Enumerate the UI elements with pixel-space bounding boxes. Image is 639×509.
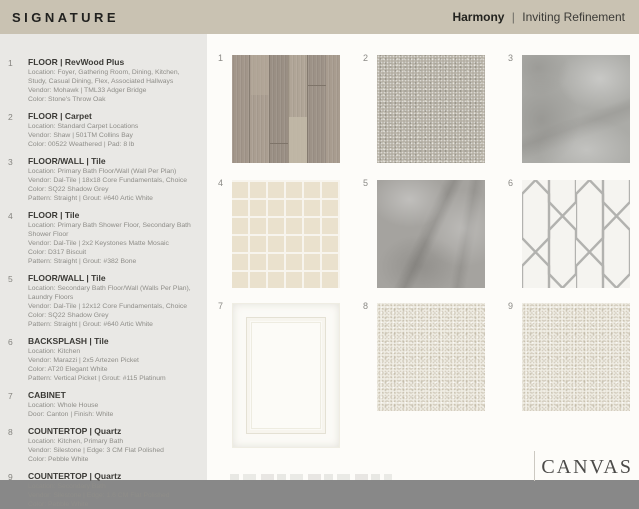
spec-item-title: FLOOR | Carpet: [28, 111, 92, 121]
swatch-number: 4: [218, 178, 224, 188]
header: [0, 0, 639, 34]
spec-item-detail: Pattern: Straight | Grout: #382 Bone: [28, 258, 137, 265]
swatch-group-4: [218, 178, 340, 288]
spec-item-detail: Color: 00522 Weathered | Pad: 8 lb: [28, 141, 135, 148]
swatch-number: 3: [508, 53, 514, 63]
carpet-swatch: [377, 55, 485, 163]
spec-item-number: 2: [8, 112, 13, 122]
cabinet-door-swatch: [232, 303, 340, 448]
collection-name: Harmony: [452, 10, 505, 24]
spec-item-title: FLOOR/WALL | Tile: [28, 273, 106, 283]
swatch-number: 5: [363, 178, 369, 188]
spec-item-floor-tile-shower: [8, 210, 197, 266]
wood-plank-seam: [270, 143, 288, 144]
picket-tile-swatch: [522, 180, 630, 288]
spec-item-countertop-secondary: [8, 471, 197, 509]
swatch-number: 6: [508, 178, 514, 188]
wood-plank-seam: [308, 85, 326, 86]
spec-item-detail: Location: Kitchen, Primary Bath: [28, 438, 124, 445]
spec-item-title: BACKSPLASH | Tile: [28, 336, 109, 346]
spec-item-number: 5: [8, 274, 13, 284]
swatch-group-7: [218, 301, 340, 448]
spec-item-detail: Location: Standard Carpet Locations: [28, 123, 139, 130]
spec-item-detail: Color: Stone's Throw Oak: [28, 96, 106, 103]
spec-item-detail: Color: D317 Biscuit: [28, 249, 87, 256]
spec-item-detail: Pattern: Vertical Picket | Grout: #115 Platinum: [28, 375, 166, 382]
swatch-group-3: [508, 53, 630, 163]
spec-item-detail: Color: AT20 Elegant White: [28, 366, 108, 373]
spec-item-cabinet: [8, 390, 197, 419]
quartz-swatch: [522, 303, 630, 411]
spec-item-backsplash: [8, 336, 197, 383]
spec-item-detail: Location: Secondary Bath Floor/Wall (Walls Per Plan), Laundry Floors: [28, 285, 191, 301]
picket-pattern-graphic: [522, 180, 630, 288]
spec-item-number: 9: [8, 472, 13, 482]
spec-item-detail: Location: Kitchen: [28, 348, 81, 355]
spec-item-floorwall-tile-primary: [8, 156, 197, 203]
spec-item-detail: Location: Primary Bath Shower Floor, Secondary Bath Shower Floor: [28, 222, 191, 238]
swatch-group-2: [363, 53, 485, 163]
spec-item-detail: Vendor: Silestone | Edge: 1.6 CM Flat Polished: [28, 492, 170, 499]
brand-title: SIGNATURE: [12, 9, 120, 25]
spec-item-detail: Vendor: Shaw | 501TM Collins Bay: [28, 132, 133, 139]
spec-item-detail: Location: Secondary Bath: [28, 483, 106, 490]
swatch-panel: [207, 34, 639, 480]
spec-item-number: 6: [8, 337, 13, 347]
spec-item-floor-carpet: [8, 111, 197, 149]
mosaic-tile-swatch: [232, 180, 340, 288]
spec-item-detail: Vendor: Mohawk | TML33 Adger Bridge: [28, 87, 147, 94]
swatch-number: 7: [218, 301, 224, 311]
cabinet-door-frame: [246, 317, 326, 434]
spec-item-detail: Vendor: Dal-Tile | 2x2 Keystones Matte Mosaic: [28, 240, 169, 247]
spec-item-detail: Color: Pebble White: [28, 501, 89, 508]
wood-light-plank: [289, 117, 307, 163]
swatch-number: 2: [363, 53, 369, 63]
swatch-group-6: [508, 178, 630, 288]
swatch-number: 9: [508, 301, 514, 311]
spec-item-number: 8: [8, 427, 13, 437]
spec-item-detail: Door: Canton | Finish: White: [28, 411, 114, 418]
spec-item-detail: Pattern: Straight | Grout: #640 Artic White: [28, 321, 153, 328]
spec-item-title: FLOOR | Tile: [28, 210, 80, 220]
wood-light-plank: [251, 55, 269, 95]
cut-off-footer-text: [230, 474, 392, 480]
spec-sidebar: [0, 34, 207, 508]
cabinet-door-panel: [251, 322, 321, 429]
quartz-swatch: [377, 303, 485, 411]
spec-item-detail: Vendor: Dal-Tile | 18x18 Core Fundamentals, Choice: [28, 177, 188, 184]
swatch-group-8: [363, 301, 485, 411]
spec-item-detail: Color: SQ22 Shadow Grey: [28, 312, 109, 319]
collection-tagline: Inviting Refinement: [522, 10, 625, 24]
grey-tile-swatch: [377, 180, 485, 288]
collection-divider: |: [511, 10, 515, 24]
spec-item-number: 7: [8, 391, 13, 401]
swatch-group-9: [508, 301, 630, 411]
grey-tile-swatch: [522, 55, 630, 163]
wood-plank-swatch: [232, 55, 340, 163]
spec-item-floorwall-tile-secondary: [8, 273, 197, 329]
spec-item-detail: Vendor: Silestone | Edge: 3 CM Flat Polished: [28, 447, 164, 454]
spec-item-detail: Color: SQ22 Shadow Grey: [28, 186, 109, 193]
spec-item-floor-revwood: [8, 57, 197, 104]
swatch-group-5: [363, 178, 485, 288]
swatch-group-1: [218, 53, 340, 163]
spec-item-title: CABINET: [28, 390, 66, 400]
spec-item-detail: Location: Primary Bath Floor/Wall (Wall Per Plan): [28, 168, 177, 175]
swatch-number: 8: [363, 301, 369, 311]
swatch-number: 1: [218, 53, 224, 63]
spec-item-detail: Location: Foyer, Gathering Room, Dining, Kitchen, Study, Casual Dining, Flex, Associated Hallways: [28, 69, 180, 85]
spec-item-detail: Color: Pebble White: [28, 456, 89, 463]
spec-item-detail: Vendor: Marazzi | 2x5 Artezen Picket: [28, 357, 139, 364]
spec-item-number: 1: [8, 58, 13, 68]
canvas-logo: CANVAS: [534, 451, 635, 481]
spec-item-title: COUNTERTOP | Quartz: [28, 426, 122, 436]
spec-item-detail: Location: Whole House: [28, 402, 99, 409]
spec-item-detail: Pattern: Straight | Grout: #640 Artic White: [28, 195, 153, 202]
spec-item-number: 3: [8, 157, 13, 167]
spec-item-detail: Vendor: Dal-Tile | 12x12 Core Fundamentals, Choice: [28, 303, 188, 310]
spec-item-countertop-kitchen: [8, 426, 197, 464]
spec-item-title: FLOOR/WALL | Tile: [28, 156, 106, 166]
collection-title: [452, 10, 625, 24]
spec-item-title: COUNTERTOP | Quartz: [28, 471, 122, 481]
spec-item-number: 4: [8, 211, 13, 221]
spec-item-title: FLOOR | RevWood Plus: [28, 57, 125, 67]
